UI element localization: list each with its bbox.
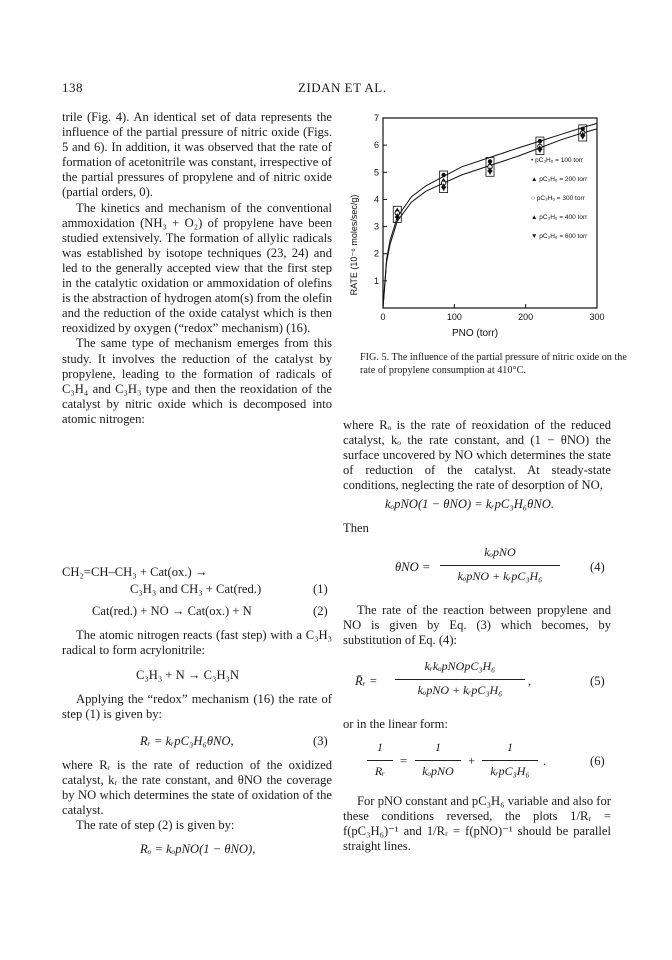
- equation-5-numerator: kᵣkₒpNOpC₃H₆: [424, 659, 496, 673]
- equation-6-plus: +: [468, 754, 476, 768]
- equation-6-a-numerator: 1: [377, 740, 383, 754]
- equation-6-a-denominator: Rᵣ: [374, 764, 386, 778]
- equation-6-equals: =: [400, 754, 408, 768]
- equation-5-denominator: kₒpNO + kᵣpC₃H₆: [417, 683, 503, 697]
- equation-6-b-numerator: 1: [435, 740, 441, 754]
- left-para-7: The rate of step (2) is given by:: [76, 818, 235, 832]
- x-tick-label: 0: [380, 312, 386, 322]
- chart-axes: [383, 118, 597, 308]
- equation-4-denominator: kₒpNO + kᵣpC₃H₆: [457, 569, 543, 583]
- caption-label: FIG. 5.: [360, 352, 390, 363]
- equation-6-a-bar: [367, 760, 393, 761]
- x-tick-label: 200: [518, 312, 534, 322]
- equation-6-c-numerator: 1: [507, 740, 513, 754]
- then-label: Then: [343, 521, 369, 535]
- chart-points: [393, 125, 586, 223]
- equation-4-lhs: θNO =: [395, 560, 431, 574]
- data-point: [580, 135, 585, 140]
- y-tick-label: 3: [373, 221, 379, 232]
- data-point: [441, 187, 446, 192]
- figure-5-chart: [335, 100, 620, 340]
- equation-2: Cat(red.) + NO → Cat(ox.) + N: [92, 604, 252, 618]
- equation-1-number: (1): [313, 582, 328, 596]
- left-column: [62, 110, 332, 427]
- y-axis-label: RATE (10⁻⁶ moles/sec/g): [349, 194, 359, 296]
- data-point: [537, 149, 542, 154]
- y-tick-label: 5: [373, 167, 379, 178]
- equation-4-tag: (4): [590, 560, 605, 574]
- right-para-4: For pNO constant and pC₃H₆ variable and also for these conditions reversed, the plots 1/Rᵣ = f(pC₃H₆)⁻¹ and 1/Rᵣ = f(pNO)⁻¹ should be parallel straight lines.: [343, 794, 611, 854]
- equation-6-tag: (6): [590, 754, 605, 768]
- figure-5-caption: [360, 352, 630, 377]
- equation-6-b-denominator: kₒpNO: [422, 764, 454, 778]
- legend-entry: • pC₃H₆ = 100 torr: [531, 157, 584, 164]
- equation-5-fraction-bar: [395, 679, 525, 680]
- left-para-1: trile (Fig. 4). An identical set of data represents the influence of the partial pressure of nitric oxide (Figs. 5 and 6). In addition, it was observed that the rate of formation of acetonitrile was constant, irrespective of the partial pressures of propylene and of nitric oxide (partial orders, 0).: [62, 110, 332, 200]
- right-para-3: or in the linear form:: [343, 717, 448, 731]
- left-para-5: Applying the “redox” mechanism (16) the rate of step (1) is given by:: [62, 692, 332, 722]
- x-tick-label: 300: [589, 312, 605, 322]
- equation-6-period: .: [543, 754, 547, 768]
- caption-text: The influence of the partial pressure of nitric oxide on the rate of propylene consumption at 410°C.: [360, 352, 627, 376]
- equation-2-number: (2): [313, 604, 328, 618]
- y-tick-label: 6: [373, 140, 379, 151]
- y-tick-label: 4: [373, 194, 379, 205]
- equation-5-lhs: R̄ᵣ =: [355, 674, 378, 688]
- equation-1-line-2: C₃H₃ and CH₃ + Cat(red.): [130, 582, 262, 596]
- equation-3-number: (3): [313, 734, 328, 748]
- left-para-4: The atomic nitrogen reacts (fast step) with a C₃H₃ radical to form acrylonitrile:: [62, 628, 332, 658]
- chart-legend: [531, 157, 588, 240]
- equation-5-comma: ,: [528, 674, 532, 688]
- plot-frame: [383, 118, 597, 308]
- x-axis-label: PNO (torr): [451, 328, 499, 339]
- equation-6-b-bar: [415, 760, 461, 761]
- equation-1-line-1: CH₂=CH–CH₃ + Cat(ox.) →: [62, 565, 208, 579]
- legend-entry: ▲ pC₃H₆ = 200 torr: [531, 176, 588, 183]
- x-tick-label: 100: [446, 312, 462, 322]
- y-tick-label: 7: [373, 113, 379, 123]
- equation-acrylonitrile: C₃H₃ + N → C₃H₃N: [136, 668, 240, 682]
- left-para-2: The kinetics and mechanism of the conventional ammoxidation (NH₃ + O₂) of propylene have been studied extensively. The formation of allylic radicals was established by isotope techniques (23, 24) and led to the generally accepted view that the first step in the catalytic oxidation or ammoxidation of olefins is the abstraction of hydrogen atom(s) from the olefin and the reduction of the oxide catalyst which is then reoxidized by oxygen (“redox” mechanism) (16).: [62, 200, 332, 336]
- left-para-3: The same type of mechanism emerges from this study. It involves the reduction of the catalyst by propylene, leading to the formation of radicals of C₃H₄ and C₃H₃ type and then the reoxidation of the catalyst by nitric oxide which is decomposed into atomic nitrogen:: [62, 336, 332, 426]
- y-tick-label: 2: [373, 248, 379, 259]
- equation-3: Rᵣ = kᵣpC₃H₆θNO,: [140, 734, 234, 748]
- right-para-2: The rate of the reaction between propylene and NO is given by Eq. (3) which becomes, by substitution of Eq. (4):: [343, 603, 611, 648]
- equation-6-c-bar: [482, 760, 538, 761]
- left-para-6: where Rᵣ is the rate of reduction of the oxidized catalyst, kᵣ the rate constant, and θNO the coverage by NO which determines the state of oxidation of the catalyst.: [62, 758, 332, 818]
- right-para-1: where Rₒ is the rate of reoxidation of the reduced catalyst, kₒ the rate constant, and (1 − θNO) the surface uncovered by NO which determines the state of reduction of the catalyst. At steady-state conditions, neglecting the rate of desorption of NO,: [343, 418, 611, 493]
- equation-ro: Rₒ = kₒpNO(1 − θNO),: [140, 842, 256, 856]
- data-point: [441, 173, 445, 177]
- equation-4-numerator: kₒpNO: [484, 545, 516, 559]
- legend-entry: ○ pC₃H₆ = 300 torr: [531, 195, 585, 202]
- legend-entry: ▼ pC₃H₆ = 600 torr: [531, 233, 588, 240]
- y-tick-label: 1: [373, 275, 379, 286]
- equation-6-c-denominator: kᵣpC₃H₆: [490, 764, 530, 778]
- legend-entry: ▲ pC₃H₆ = 400 torr: [531, 214, 588, 221]
- equation-5-tag: (5): [590, 674, 605, 688]
- equation-4-fraction-bar: [440, 565, 560, 566]
- equation-steady-state: kₒpNO(1 − θNO) = kᵣpC₃H₆θNO.: [385, 497, 555, 511]
- page-number: 138: [62, 80, 83, 95]
- data-point: [487, 170, 492, 175]
- running-title: ZIDAN ET AL.: [298, 80, 387, 95]
